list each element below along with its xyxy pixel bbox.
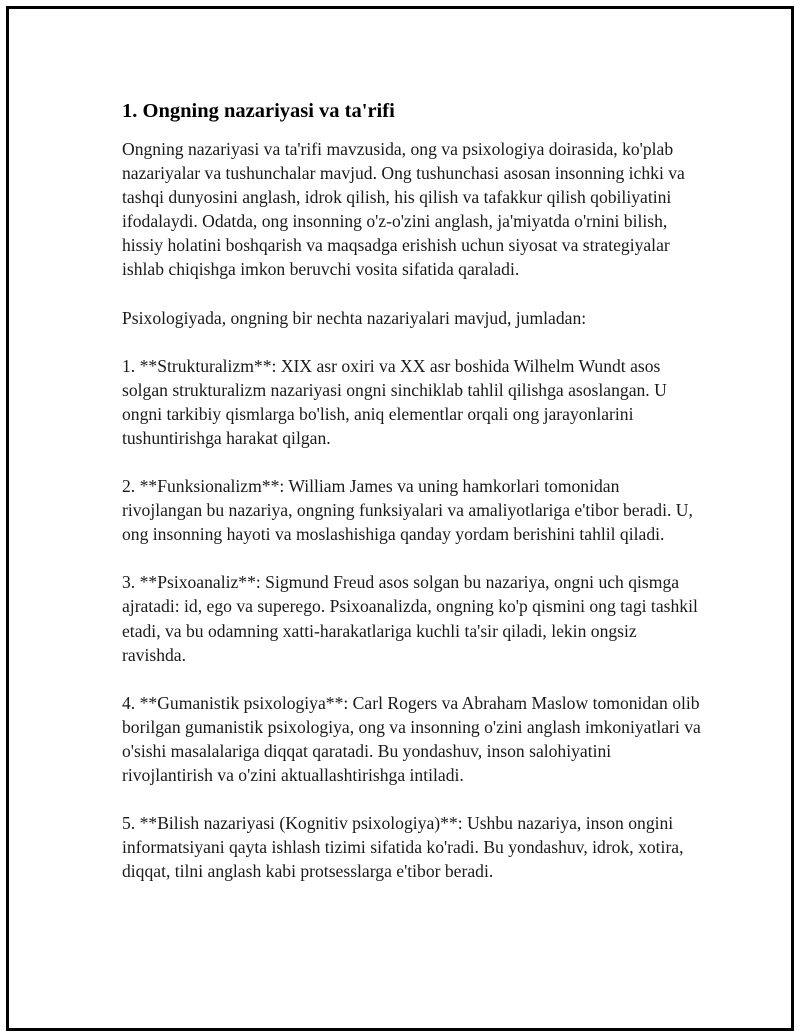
list-item-funksionalizm: 2. **Funksionalizm**: William James va uning hamkorlari tomonidan rivojlangan bu nazariya, ongning funksiyalari va amaliyotlariga e'tibor beradi. U, ong insonning hayoti va moslashishiga qanday yordam berishini tahlil qiladi. (122, 476, 693, 545)
list-item-strukturalizm: 1. **Strukturalizm**: XIX asr oxiri va XX asr boshida Wilhelm Wundt asos solgan strukturalizm nazariyasi ongni sinchiklab tahlil qilishga asoslangan. U ongni tarkibiy qismlarga bo'lish, aniq elementlar orqali ong jarayonlarini tushuntirishga harakat qilgan. (122, 355, 667, 448)
section-heading: 1. Ongning nazariyasi va ta'rifi (122, 100, 395, 122)
list-item-gumanistik-psixologiya: 4. **Gumanistik psixologiya**: Carl Rogers va Abraham Maslow tomonidan olib borilgan gumanistik psixologiya, ong va insonning o'zini anglash imkoniyatlari va o'sishi masalalariga diqqat qaratadi. Bu yondashuv, inson salohiyatini rivojlantirish va o'zini aktuallashtirishga intiladi. (122, 692, 701, 785)
page-frame (6, 6, 794, 1031)
document-body (122, 98, 702, 907)
list-item-bilish-nazariyasi: 5. **Bilish nazariyasi (Kognitiv psixologiya)**: Ushbu nazariya, inson ongini informatsiyani qayta ishlash tizimi sifatida ko'radi. Bu yondashuv, idrok, xotira, diqqat, tilni anglash kabi protsesslarga e'tibor beradi. (122, 813, 684, 882)
paragraph-intro: Ongning nazariyasi va ta'rifi mavzusida, ong va psixologiya doirasida, ko'plab nazariyalar va tushunchalar mavjud. Ong tushunchasi asosan insonning ichki va tashqi dunyosini anglash, idrok qilish, his qilish va tafakkur qilish qobiliyatini ifodalaydi. Odatda, ong insonning o'z-o'zini anglash, ja'miyatda o'rnini bilish, hissiy holatini boshqarish va maqsadga erishish uchun siyosat va strategiyalar ishlab chiqishga imkon beruvchi vosita sifatida qaraladi. (122, 139, 685, 280)
paragraph-theories-lead: Psixologiyada, ongning bir nechta nazariyalari mavjud, jumladan: (122, 307, 587, 328)
list-item-psixoanaliz: 3. **Psixoanaliz**: Sigmund Freud asos solgan bu nazariya, ongni uch qismga ajratadi: id, ego va superego. Psixoanalizda, ongning ko'p qismini ong tagi tashkil etadi, va bu odamning xatti-harakatlariga kuchli ta'sir qiladi, lekin ongsiz ravishda. (122, 572, 698, 665)
